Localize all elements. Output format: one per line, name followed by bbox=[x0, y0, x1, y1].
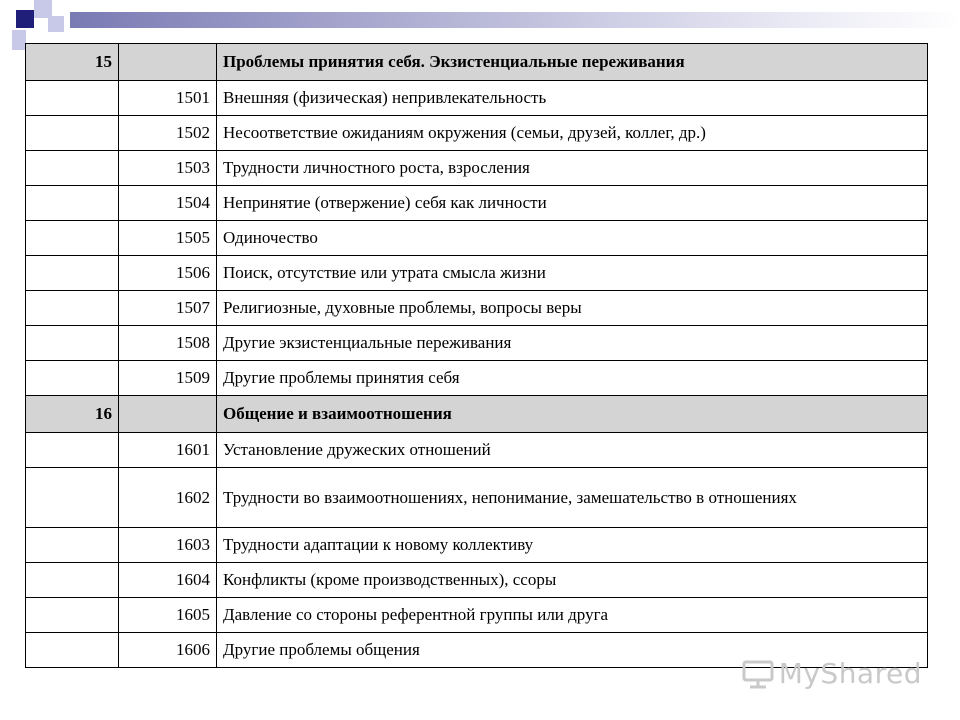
row-code: 1602 bbox=[119, 468, 217, 528]
row-code: 1504 bbox=[119, 186, 217, 221]
section-title: Проблемы принятия себя. Экзистенциальные переживания bbox=[217, 44, 928, 81]
section-row bbox=[26, 396, 928, 433]
table-row bbox=[26, 563, 928, 598]
row-text: Другие проблемы принятия себя bbox=[217, 361, 928, 396]
empty-cell bbox=[26, 81, 119, 116]
table-row bbox=[26, 468, 928, 528]
empty-cell bbox=[26, 291, 119, 326]
row-code: 1503 bbox=[119, 151, 217, 186]
decor-gradient-bar bbox=[70, 12, 960, 28]
table-row bbox=[26, 81, 928, 116]
row-code: 1506 bbox=[119, 256, 217, 291]
row-code: 1505 bbox=[119, 221, 217, 256]
section-row bbox=[26, 44, 928, 81]
row-text: Другие проблемы общения bbox=[217, 633, 928, 668]
row-code: 1603 bbox=[119, 528, 217, 563]
row-text: Давление со стороны референтной группы или друга bbox=[217, 598, 928, 633]
decor-square-navy bbox=[16, 10, 34, 28]
row-code: 1605 bbox=[119, 598, 217, 633]
decor-square-lavender-bottom bbox=[12, 30, 26, 50]
empty-cell bbox=[26, 563, 119, 598]
row-text: Конфликты (кроме производственных), ссоры bbox=[217, 563, 928, 598]
row-text: Установление дружеских отношений bbox=[217, 433, 928, 468]
section-number: 16 bbox=[26, 396, 119, 433]
row-text: Другие экзистенциальные переживания bbox=[217, 326, 928, 361]
row-code: 1508 bbox=[119, 326, 217, 361]
table-row bbox=[26, 151, 928, 186]
row-text: Несоответствие ожиданиям окружения (семьи, друзей, коллег, др.) bbox=[217, 116, 928, 151]
table-row bbox=[26, 528, 928, 563]
row-code: 1606 bbox=[119, 633, 217, 668]
section-number: 15 bbox=[26, 44, 119, 81]
empty-cell bbox=[26, 221, 119, 256]
row-code: 1502 bbox=[119, 116, 217, 151]
empty-cell bbox=[26, 326, 119, 361]
row-code: 1601 bbox=[119, 433, 217, 468]
presentation-board-icon bbox=[741, 659, 775, 689]
empty-cell bbox=[119, 396, 217, 433]
table-row bbox=[26, 598, 928, 633]
row-text: Поиск, отсутствие или утрата смысла жизни bbox=[217, 256, 928, 291]
empty-cell bbox=[119, 44, 217, 81]
row-text: Трудности адаптации к новому коллективу bbox=[217, 528, 928, 563]
row-text: Непринятие (отвержение) себя как личности bbox=[217, 186, 928, 221]
table-row bbox=[26, 326, 928, 361]
table-row bbox=[26, 361, 928, 396]
table-row bbox=[26, 116, 928, 151]
row-text: Трудности личностного роста, взросления bbox=[217, 151, 928, 186]
table-row bbox=[26, 256, 928, 291]
empty-cell bbox=[26, 433, 119, 468]
row-code: 1501 bbox=[119, 81, 217, 116]
empty-cell bbox=[26, 116, 119, 151]
row-code: 1507 bbox=[119, 291, 217, 326]
table-row bbox=[26, 433, 928, 468]
empty-cell bbox=[26, 598, 119, 633]
empty-cell bbox=[26, 361, 119, 396]
empty-cell bbox=[26, 256, 119, 291]
decor-square-lavender-right bbox=[48, 16, 64, 32]
table-row bbox=[26, 291, 928, 326]
row-code: 1509 bbox=[119, 361, 217, 396]
empty-cell bbox=[26, 151, 119, 186]
watermark-text: MyShared bbox=[778, 657, 922, 690]
row-text: Трудности во взаимоотношениях, непонимание, замешательство в отношениях bbox=[217, 468, 928, 528]
row-code: 1604 bbox=[119, 563, 217, 598]
row-text: Внешняя (физическая) непривлекательность bbox=[217, 81, 928, 116]
row-text: Религиозные, духовные проблемы, вопросы веры bbox=[217, 291, 928, 326]
empty-cell bbox=[26, 528, 119, 563]
problem-classification-table bbox=[25, 43, 928, 668]
table-row bbox=[26, 221, 928, 256]
empty-cell bbox=[26, 186, 119, 221]
empty-cell bbox=[26, 468, 119, 528]
watermark bbox=[741, 657, 922, 690]
section-title: Общение и взаимоотношения bbox=[217, 396, 928, 433]
row-text: Одиночество bbox=[217, 221, 928, 256]
table-row bbox=[26, 186, 928, 221]
empty-cell bbox=[26, 633, 119, 668]
